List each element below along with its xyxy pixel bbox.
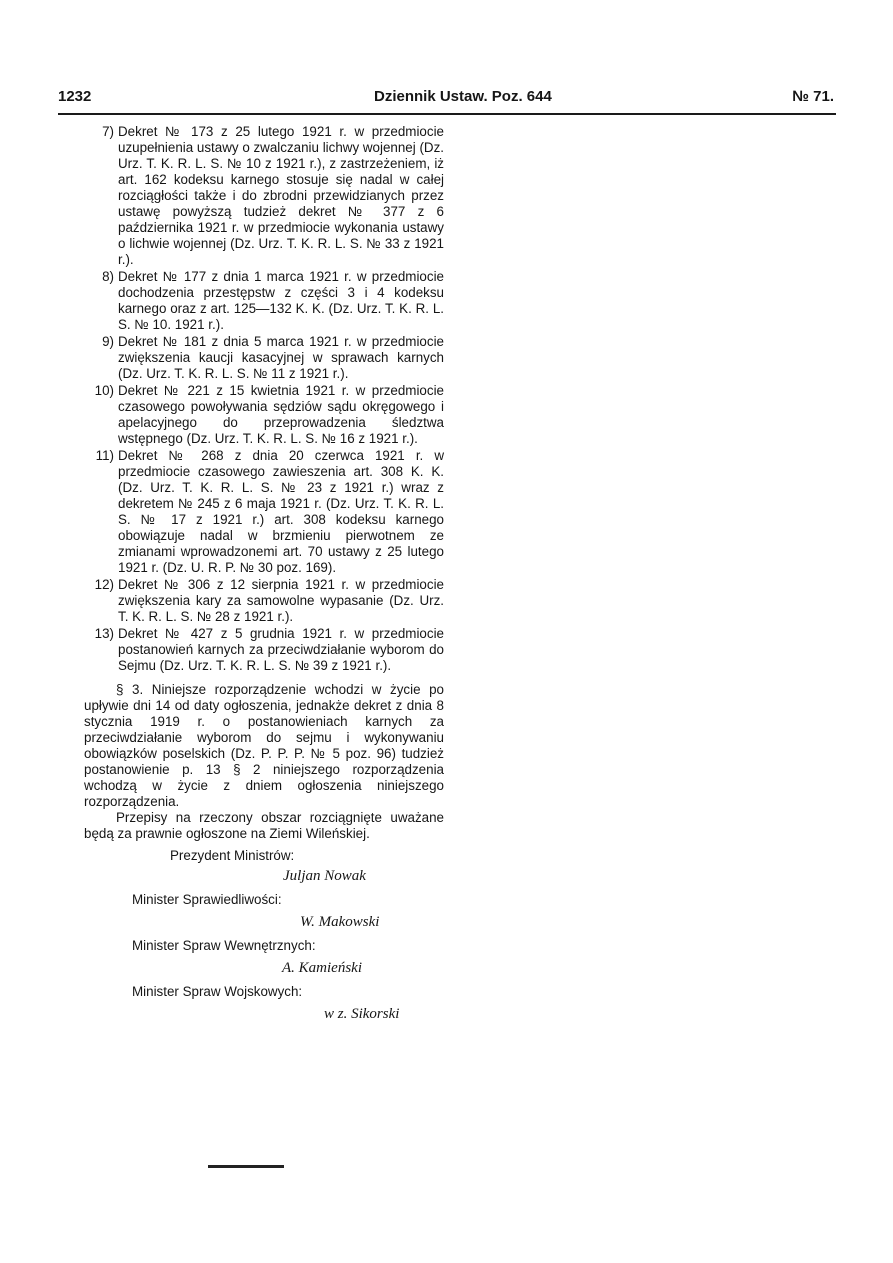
item-number: 8)	[102, 269, 114, 284]
page-number: 1232	[58, 88, 92, 105]
item-text: Dekret № 221 z 15 kwietnia 1921 r. w przedmiocie czasowego powoływania sędziów sądu okręgowego i apelacyjnego do przeprowadzenia śledztwa wstępnego (Dz. Urz. T. K. R. L. S. № 16 z 1921 r.).	[118, 383, 444, 446]
pm-title: Prezydent Ministrów:	[170, 848, 295, 863]
item-text: Dekret № 268 z dnia 20 czerwca 1921 r. w przedmiocie czasowego zawieszenia art. 308 K. K. (Dz. Urz. T. K. R. L. S. № 23 z 1921 r.) wraz z dekretem № 245 z 6 maja 1921 r. (Dz. Urz. T. K. R. L. S. № 17 z 1921 r.) art. 308 kodeksu karnego obowiązuje nadal w brzmieniu pierwotnem ze zmianami wprowadzonemi art. 70 ustawy z 25 lutego 1921 r. (Dz. U. R. P. № 30 poz. 169).	[118, 448, 444, 575]
journal-title: Dziennik Ustaw. Poz. 644	[374, 88, 552, 105]
item-text: Dekret № 181 z dnia 5 marca 1921 r. w przedmiocie zwiększenia kaucji kasacyjnej w sprawach karnych (Dz. Urz. T. K. R. L. S. № 11 z 1921 r.).	[118, 334, 444, 381]
section-3-paragraph: § 3. Niniejsze rozporządzenie wchodzi w życie po upływie dni 14 od daty ogłoszenia, jednakże dekret z dnia 8 stycznia 1919 r. o postanowieniach karnych za przeciwdziałanie wyborom do sejmu i wykonywaniu obowiązków poselskich (Dz. P. P. P. № 5 poz. 96) tudzież postanowienie p. 13 § 2 niniejszego rozporządzenia wchodzą w życie z dniem ogłoszenia niniejszego rozporządzenia.	[84, 682, 444, 809]
header-rule	[58, 113, 836, 115]
item-number: 11)	[95, 448, 114, 463]
decree-item	[84, 577, 444, 625]
decree-item	[84, 626, 444, 674]
provision-paragraph: Przepisy na rzeczony obszar rozciągnięte uważane będą za prawnie ogłoszone na Ziemi Wileńskiej.	[84, 810, 444, 841]
decree-item	[84, 269, 444, 333]
military-title: Minister Spraw Wojskowych:	[132, 984, 303, 999]
interior-name: A. Kamieński	[282, 960, 362, 976]
page-header	[56, 88, 844, 112]
item-number: 13)	[94, 626, 114, 641]
decree-item	[84, 383, 444, 447]
item-text: Dekret № 173 z 25 lutego 1921 r. w przedmiocie uzupełnienia ustawy o zwalczaniu lichwy wojennej (Dz. Urz. T. K. R. L. S. № 10 z 1921 r.), z zastrzeżeniem, iż art. 162 kodeksu karnego stosuje się nadal w całej rozciągłości także i do zbrodni przewidzianych przez ustawę powyższą tudzież dekret № 377 z 6 października 1921 r. w przedmiocie wykonania ustawy o lichwie wojennej (Dz. Urz. T. K. R. L. S. № 33 z 1921 r.).	[118, 124, 444, 267]
item-number: 7)	[102, 124, 114, 139]
justice-name: W. Makowski	[300, 914, 380, 930]
military-name: w z. Sikorski	[324, 1006, 400, 1022]
item-number: 12)	[94, 577, 114, 592]
text-column	[84, 124, 444, 1074]
item-number: 9)	[102, 334, 114, 349]
decree-item	[84, 334, 444, 382]
end-rule	[208, 1165, 284, 1168]
decree-item	[84, 124, 444, 268]
item-text: Dekret № 177 z dnia 1 marca 1921 r. w przedmiocie dochodzenia przestępstw z części 3 i 4 kodeksu karnego oraz z art. 125—132 K. K. (Dz. Urz. T. K. R. L. S. № 10. 1921 r.).	[118, 269, 444, 332]
issue-number: № 71.	[792, 88, 834, 105]
pm-name: Juljan Nowak	[283, 868, 366, 884]
justice-title: Minister Sprawiedliwości:	[132, 892, 282, 907]
item-text: Dekret № 427 z 5 grudnia 1921 r. w przedmiocie postanowień karnych za przeciwdziałanie wyborom do Sejmu (Dz. Urz. T. K. R. L. S. № 39 z 1921 r.).	[118, 626, 444, 673]
item-number: 10)	[94, 383, 114, 398]
signature-block	[84, 848, 444, 1074]
item-text: Dekret № 306 z 12 sierpnia 1921 r. w przedmiocie zwiększenia kary za samowolne wypasanie (Dz. Urz. T. K. R. L. S. № 28 z 1921 r.).	[118, 577, 444, 624]
decree-item	[84, 448, 444, 576]
interior-title: Minister Spraw Wewnętrznych:	[132, 938, 316, 953]
